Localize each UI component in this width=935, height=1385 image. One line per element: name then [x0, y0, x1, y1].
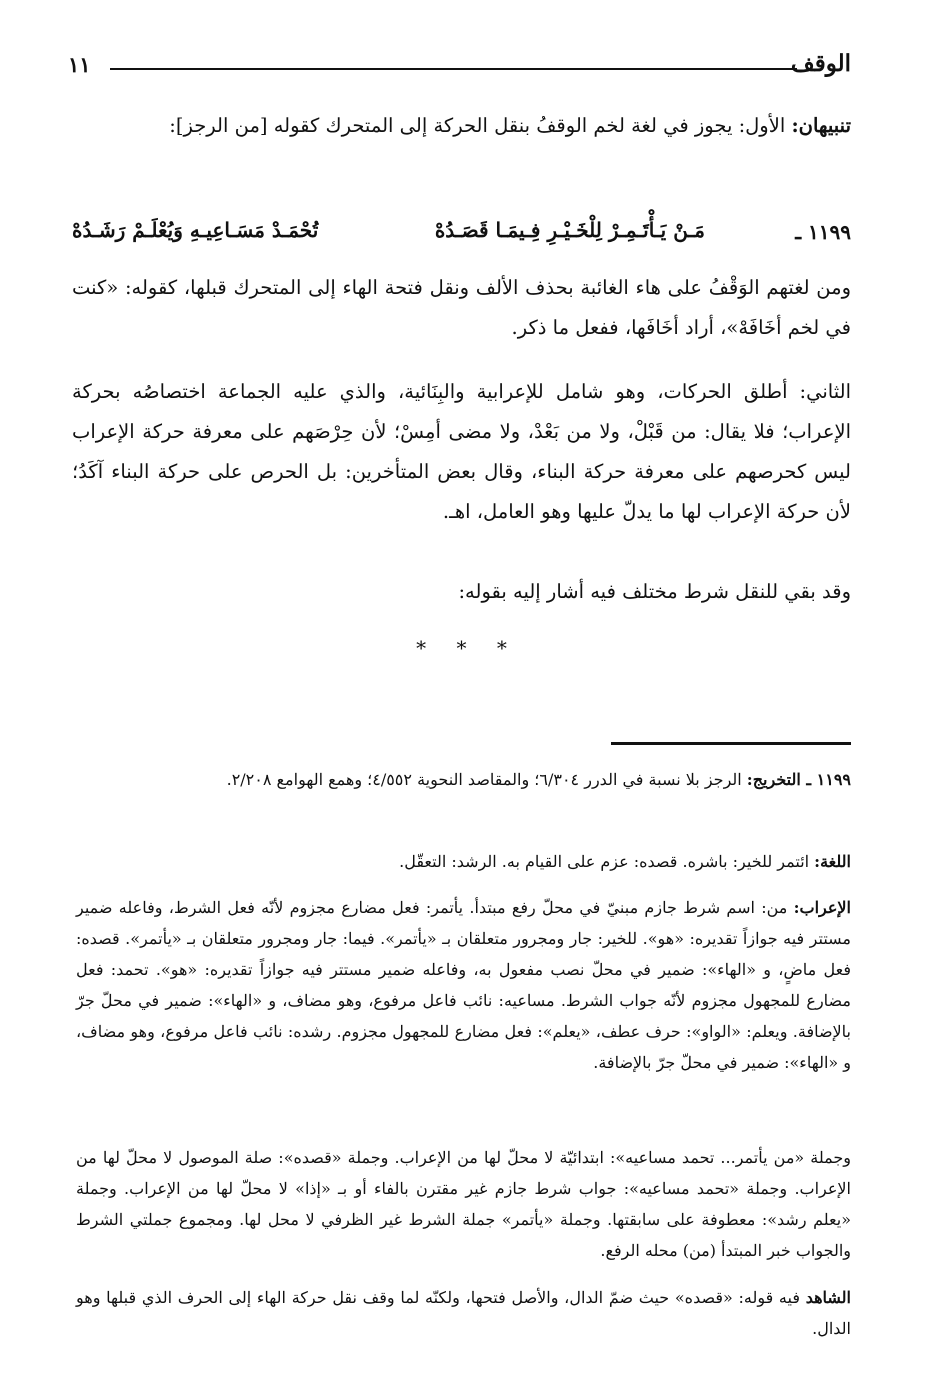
irab-label: الإعراب: [793, 898, 851, 917]
shahid-label: الشاهد [805, 1288, 851, 1307]
takhrij-label: التخريج: [746, 770, 801, 789]
section-separator-stars: * * * [416, 636, 519, 660]
poetry-verse [60, 212, 851, 256]
footnote-rule [611, 742, 851, 745]
lugha-label: اللغة: [814, 852, 851, 871]
running-header-title: الوقف [790, 50, 851, 77]
verse-first-hemistich: مَـنْ يَـأْتَـمِـرْ لِلْخَـيْـرِ فِـيمَـا قَصَـدُهْ [434, 218, 705, 242]
footnote-jumal: وجملة «من يأتمر... تحمد مساعيه»: ابتدائيّة لا محلّ لها من الإعراب. وجملة «قصده»: صلة الموصول لا محلّ لها من الإعراب. وجملة «تحمد مساعيه»: جواب شرط جازم غير مقترن بالفاء أو بـ «إذا» لا محلّ لها من الإعراب. وجملة «يعلم رشد»: معطوفة على سابقتها. وجملة «يأتمر» جملة الشرط غير الظرفي لا محل لها. ومجموع جملتي الشرط والجواب خبر المبتدأ (من) محله الرفع. [76, 1148, 852, 1260]
page-number: ١١ [68, 52, 91, 77]
footnote-takhrij [76, 764, 851, 795]
footnote-number: ١١٩٩ ـ [800, 770, 851, 789]
verse-second-hemistich: تُحْمَـدْ مَسَـاعِيـهِ وَيُعْلَـمْ رَشَـدُهْ [72, 218, 319, 242]
paragraph-lakhm-ha: ومن لغتهم الوَقْفُ على هاء الغائبة بحذف الألف ونقل فتحة الهاء إلى المتحرك قبلها، كقوله: «كنت في لخم أخَافَهْ»، أراد أخَافَها، ففعل ما ذكر. [72, 276, 851, 339]
irab-text: من: اسم شرط جازم مبنيّ في محلّ رفع مبتدأ. يأتمر: فعل مضارع مجزوم لأنّه فعل الشرط، وفاعله ضمير مستتر فيه جوازاً تقديره: «هو». للخير: جار ومجرور متعلقان بـ «يأتمر». فيما: جار ومجرور متعلقان بـ «يأتمر». قصده: فعل ماضٍ، و «الهاء»: ضمير في محلّ نصب مفعول به، وفاعله ضمير مستتر فيه جوازاً تقديره: «هو». تحمد: فعل مضارع للمجهول مجزوم لأنّه جواب الشرط. مساعيه: نائب فاعل مرفوع، وهو مضاف، و «الهاء»: ضمير في محلّ جرّ بالإضافة. ويعلم: «الواو»: حرف عطف، «يعلم»: فعل مضارع للمجهول مجزوم. رشده: نائب فاعل مرفوع، وهو مضاف، و «الهاء»: ضمير في محلّ جرّ بالإضافة. [76, 898, 852, 1072]
footnote-shahid [76, 1282, 851, 1344]
paragraph-naql-condition: وقد بقي للنقل شرط مختلف فيه أشار إليه بقوله: [458, 580, 851, 603]
paragraph-tanbihan [72, 106, 851, 146]
footnote-lugha [76, 846, 851, 877]
paragraph-second-note: الثاني: أطلق الحركات، وهو شامل للإعرابية والبِنَائية، والذي عليه الجماعة اختصاصُه بحركة الإعراب؛ فلا يقال: من قَبْلْ، ولا من بَعْدْ، ولا مضى أمِسْ؛ لأن حِرْصَهم على معرفة حركة الإعراب ليس كحرصهم على معرفة حركة البناء، وقال بعض المتأخرين: بل الحرص على حركة البناء آكَدُ؛ لأن حركة الإعراب لها ما يدلّ عليها وهو العامل، اهـ. [72, 380, 851, 523]
tanbihan-label: تنبيهان: [791, 114, 851, 137]
verse-number: ١١٩٩ ـ [795, 220, 851, 244]
takhrij-text: الرجز بلا نسبة في الدرر ٦/٣٠٤؛ والمقاصد النحوية ٤/٥٥٢؛ وهمع الهوامع ٢/٢٠٨. [226, 770, 747, 789]
shahid-text: فيه قوله: «قصده» حيث ضمّ الدال، والأصل فتحها، ولكنّه لما وقف نقل حركة الهاء إلى الحرف الذي قبلها وهو الدال. [76, 1288, 851, 1338]
tanbihan-text: الأول: يجوز في لغة لخم الوقفُ بنقل الحركة إلى المتحرك كقوله [من الرجز]: [169, 114, 792, 137]
lugha-text: ائتمر للخير: باشره. قصده: عزم على القيام به. الرشد: التعقّل. [399, 852, 815, 871]
footnote-irab [76, 892, 851, 1078]
header-rule [110, 68, 797, 70]
